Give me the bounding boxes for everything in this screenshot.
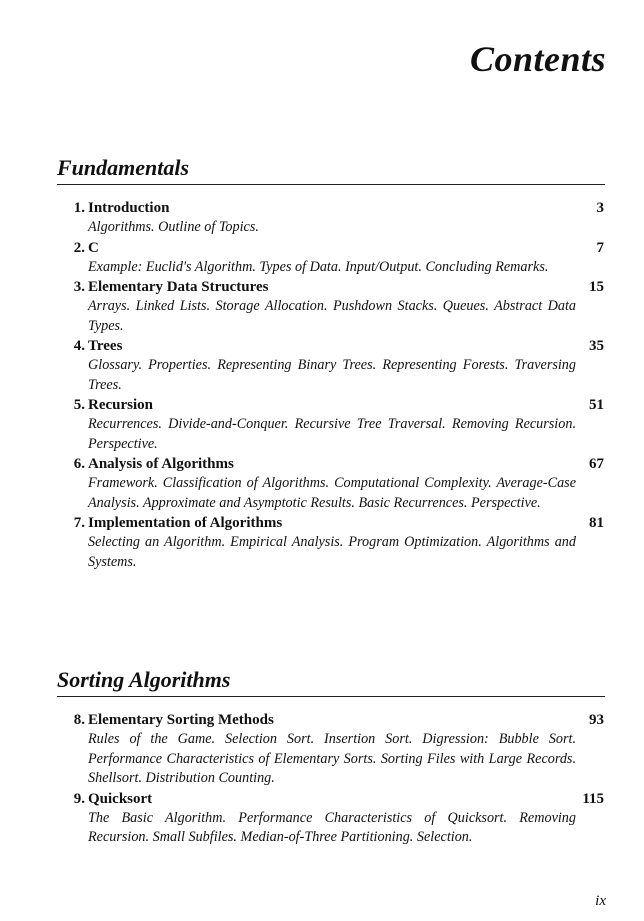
chapter-topics: The Basic Algorithm. Performance Characteristics of Quicksort. Removing Recursion. Small Subfiles. Median-of-Three Partitioning. Selection. <box>88 809 576 845</box>
chapter-topics: Arrays. Linked Lists. Storage Allocation. Pushdown Stacks. Queues. Abstract Data Types. <box>88 298 576 334</box>
chapter-title: Introduction <box>88 200 170 216</box>
page-title: Contents <box>469 39 606 79</box>
chapter-title: Trees <box>88 338 123 354</box>
chapter-number: 6. <box>73 456 85 472</box>
chapter-page-number: 51 <box>589 397 604 413</box>
chapter-page-number: 93 <box>589 712 604 728</box>
chapter-page-number: 67 <box>589 456 604 472</box>
chapter-entry <box>0 710 644 789</box>
chapter-entry <box>0 336 644 395</box>
part-heading: Fundamentals <box>57 155 190 180</box>
chapter-entry <box>0 789 644 848</box>
chapter-page-number: 115 <box>582 790 604 807</box>
chapter-number: 9. <box>73 790 85 807</box>
chapter-entry <box>0 277 644 336</box>
chapter-page-number: 35 <box>589 338 604 354</box>
page-number: ix <box>595 893 606 909</box>
chapter-topics: Framework. Classification of Algorithms. Computational Complexity. Average-Case Analysis. Approximate and Asymptotic Results. Basic Recurrences. Perspective. <box>88 475 576 511</box>
part-divider <box>57 696 605 697</box>
chapter-number: 8. <box>73 712 85 728</box>
chapter-entry <box>0 454 644 513</box>
chapter-entry <box>0 198 644 238</box>
chapter-title: C <box>88 239 99 256</box>
chapter-list <box>0 710 644 848</box>
chapter-title: Recursion <box>88 397 153 413</box>
chapter-title: Analysis of Algorithms <box>88 456 234 472</box>
chapter-number: 4. <box>73 338 85 354</box>
chapter-entry <box>0 238 644 278</box>
chapter-topics: Rules of the Game. Selection Sort. Insertion Sort. Digression: Bubble Sort. Performance Characteristics of Elementary Sorts. Sorting Files with Large Records. Shellsort. Distribution Counting. <box>88 731 576 786</box>
chapter-page-number: 81 <box>589 515 604 531</box>
chapter-number: 2. <box>73 239 85 256</box>
part-heading: Sorting Algorithms <box>57 667 231 692</box>
chapter-title: Elementary Data Structures <box>88 279 269 295</box>
chapter-topics: Glossary. Properties. Representing Binary Trees. Representing Forests. Traversing Trees. <box>88 357 576 393</box>
chapter-page-number: 3 <box>596 200 604 216</box>
chapter-number: 1. <box>73 200 85 216</box>
part-divider <box>57 184 605 185</box>
chapter-topics: Example: Euclid's Algorithm. Types of Data. Input/Output. Concluding Remarks. <box>88 258 549 275</box>
chapter-topics: Selecting an Algorithm. Empirical Analysis. Program Optimization. Algorithms and Systems. <box>88 534 576 570</box>
chapter-entry <box>0 395 644 454</box>
chapter-topics: Algorithms. Outline of Topics. <box>88 219 259 235</box>
chapter-topics: Recurrences. Divide-and-Conquer. Recursive Tree Traversal. Removing Recursion. Perspective. <box>88 416 576 452</box>
chapter-number: 3. <box>73 279 85 295</box>
chapter-entry <box>0 513 644 572</box>
chapter-title: Quicksort <box>88 790 153 807</box>
chapter-number: 7. <box>73 515 85 531</box>
chapter-number: 5. <box>73 397 85 413</box>
chapter-title: Elementary Sorting Methods <box>88 712 274 728</box>
chapter-list <box>0 198 644 572</box>
chapter-title: Implementation of Algorithms <box>88 515 283 531</box>
chapter-page-number: 7 <box>596 239 604 256</box>
chapter-page-number: 15 <box>589 279 604 295</box>
